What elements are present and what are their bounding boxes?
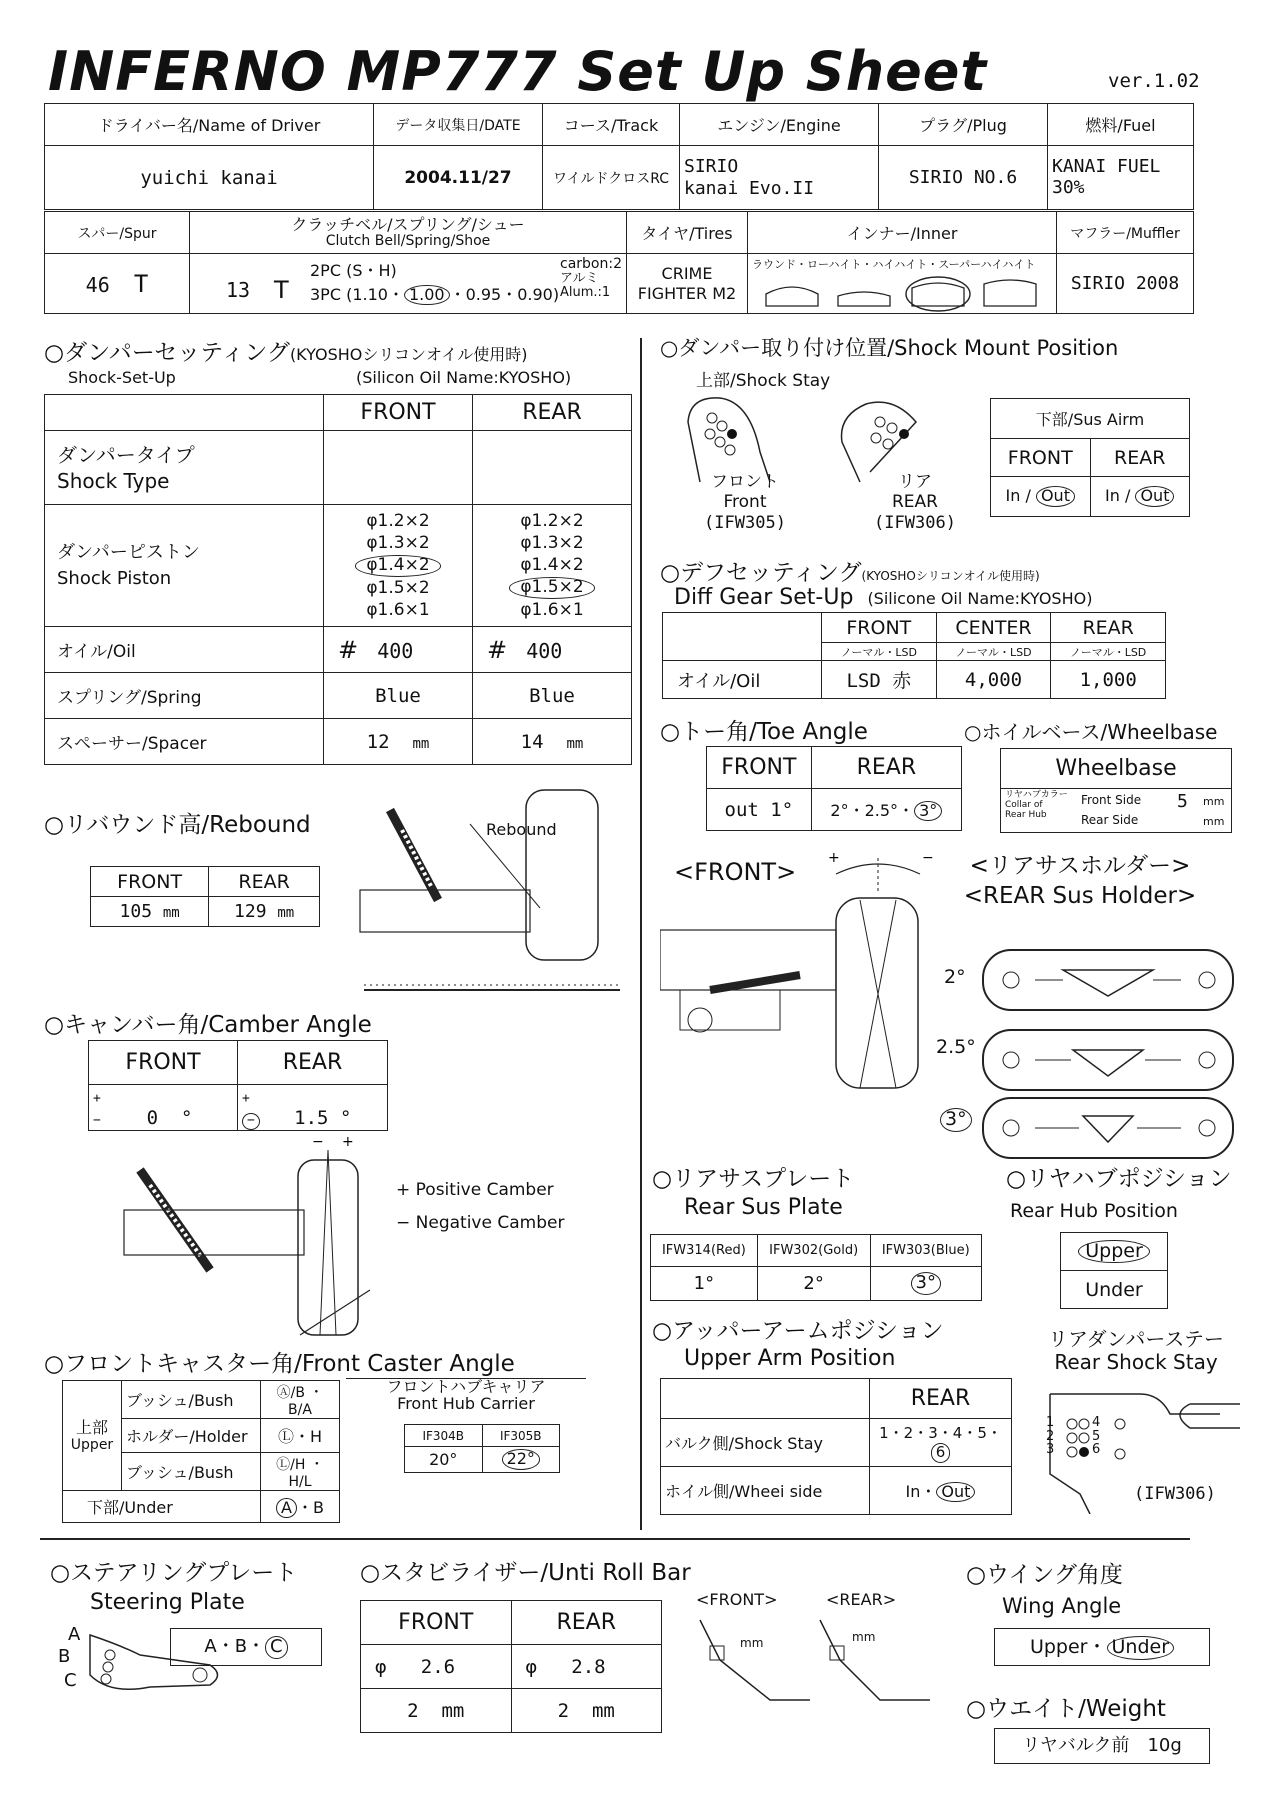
sus-plate-sub: Rear Sus Plate <box>684 1195 843 1220</box>
steering-box: A・B・ C <box>170 1628 322 1666</box>
camber-table: FRONT REAR + − 0 ° + − 1.5 ° <box>88 1040 388 1131</box>
stab-heading: ○スタビライザー/Unti Roll Bar <box>360 1560 691 1586</box>
weight-box: リヤバルク前 10g <box>994 1728 1210 1764</box>
mount-front: フロント Front (IFW305) <box>704 472 786 533</box>
steer-b: B <box>58 1646 71 1667</box>
shock-sub-1: Shock-Set-Up <box>68 368 176 387</box>
sus-plate-table: IFW314(Red) IFW302(Gold) IFW303(Blue) 1° 2° 3° <box>650 1234 982 1301</box>
weight-heading: ○ウエイト/Weight <box>966 1696 1166 1722</box>
stab-table: FRONT REAR φ 2.6 φ 2.8 2 mm 2 mm <box>360 1600 662 1733</box>
engine-value: SIRIO kanai Evo.II <box>680 146 879 210</box>
spur-label: スパー/Spur <box>45 212 190 254</box>
center-divider <box>640 338 642 1530</box>
muffler-value: SIRIO 2008 <box>1057 254 1194 314</box>
date-value: 2004.11/27 <box>374 146 543 210</box>
steering-heading: ○ステアリングプレート <box>50 1560 298 1586</box>
spur-value: 46 T <box>45 254 190 314</box>
header-table <box>44 103 1194 210</box>
wing-heading: ○ウイング角度 <box>966 1562 1123 1588</box>
hub-pos-sub: Rear Hub Position <box>1010 1200 1178 1222</box>
mount-heading: ○ダンパー取り付け位置/Shock Mount Position <box>660 336 1119 360</box>
rear-pistons: φ1.2×2 φ1.3×2 φ1.4×2 φ1.5×2 φ1.6×1 <box>473 505 632 627</box>
toe-heading: ○トー角/Toe Angle <box>660 719 868 745</box>
toe-table: FRONT REAR out 1° 2°・2.5°・ 3° <box>706 746 962 831</box>
clutch-value: 13 T 2PC (S・H) 3PC (1.10・ 1.00 ・0.95・0.90) carbon:2 アルミ Alum.:1 <box>190 254 627 314</box>
sus-arm-table: 下部/Sus Airm FRONT REAR In / Out In / Out <box>990 398 1190 517</box>
rear-stay-heading: リアダンパーステー Rear Shock Stay <box>1048 1327 1224 1374</box>
tires-label: タイヤ/Tires <box>627 212 748 254</box>
date-label: データ収集日/DATE <box>374 104 543 146</box>
rear-sus-holder-diagram <box>975 940 1245 1160</box>
holder-3: 3° <box>940 1108 972 1132</box>
inner-value: ラウンド・ローハイト・ハイハイト・スーパーハイハイト <box>748 254 1057 314</box>
front-diagram-label: <FRONT> <box>674 858 797 886</box>
steer-a: A <box>68 1624 81 1645</box>
camber-diagram <box>120 1130 380 1340</box>
sheet-title: INFERNO MP777 Set Up Sheet <box>48 40 988 103</box>
stab-d-rear: <REAR> <box>826 1590 897 1609</box>
steering-sub: Steering Plate <box>90 1590 245 1615</box>
holder-2: 2° <box>944 966 966 988</box>
inner-shapes <box>752 274 1042 312</box>
caster-heading: ○フロントキャスター角/Front Caster Angle <box>44 1351 515 1377</box>
camber-neg: − Negative Camber <box>396 1213 565 1233</box>
hub-pos-table: Upper Under <box>1060 1232 1168 1309</box>
upper-arm-sub: Upper Arm Position <box>684 1346 896 1371</box>
svg-text:+: + <box>828 850 840 866</box>
stab-d-rear-mm: mm <box>852 1630 876 1644</box>
holder-25: 2.5° <box>936 1036 976 1058</box>
stab-d-front: <FRONT> <box>696 1590 778 1609</box>
mount-stay: 上部/Shock Stay <box>696 371 831 391</box>
steer-c: C <box>64 1670 77 1691</box>
front-toe-diagram <box>660 850 940 1095</box>
fuel-label: 燃料/Fuel <box>1048 104 1194 146</box>
fuel-value: KANAI FUEL 30% <box>1048 146 1194 210</box>
camber-heading: ○キャンバー角/Camber Angle <box>44 1012 372 1038</box>
upper-arm-table: REAR バルク側/Shock Stay 1・2・3・4・5・6 ホイル側/Wheei side In・ Out <box>660 1378 1012 1515</box>
plug-value: SIRIO NO.6 <box>879 146 1048 210</box>
rebound-heading: ○リバウンド高/Rebound <box>44 812 311 838</box>
svg-text:−: − <box>312 1134 324 1150</box>
camber-pos: + Positive Camber <box>396 1180 554 1200</box>
driver-label: ドライバー名/Name of Driver <box>45 104 374 146</box>
stab-diagram <box>680 1610 950 1710</box>
diff-sub: Diff Gear Set-Up (Silicone Oil Name:KYOSHO) <box>674 585 1093 610</box>
tires-value: CRIME FIGHTER M2 <box>627 254 748 314</box>
shock-sub-2: (Silicon Oil Name:KYOSHO) <box>356 368 572 387</box>
stab-d-front-mm: mm <box>740 1636 764 1650</box>
hub-carrier-label: フロントハブキャリア Front Hub Carrier <box>346 1378 586 1413</box>
mount-rear: リア REAR (IFW306) <box>874 472 956 533</box>
diff-heading: ○デフセッティング(KYOSHOシリコンオイル使用時) <box>660 560 1040 586</box>
stay-right-nums: 4 5 6 <box>1092 1415 1101 1458</box>
wheelbase-heading: ○ホイルベース/Wheelbase <box>964 720 1218 744</box>
track-value: ワイルドクロスRC <box>543 146 680 210</box>
svg-text:+: + <box>342 1134 354 1150</box>
header-table-2 <box>44 211 1194 314</box>
stay-left-nums: 1 2 3 <box>1046 1415 1055 1458</box>
wheelbase-table: Wheelbase リヤハブカラー Collar of Rear Hub Front Side Rear Side 5 mm mm <box>1000 748 1232 833</box>
rebound-diagram-label: Rebound <box>486 820 557 839</box>
version: ver.1.02 <box>1108 70 1200 92</box>
stay-code: (IFW306) <box>1134 1484 1216 1504</box>
diff-table: FRONT CENTER REAR ノーマル・LSD ノーマル・LSD ノーマル・LSD オイル/Oil LSD 赤 4,000 1,000 <box>662 612 1166 699</box>
sus-plate-heading: ○リアサスプレート <box>652 1166 855 1192</box>
shock-table: FRONT REAR ダンパータイプ Shock Type ダンパーピストン Shock Piston φ1.2×2 φ1.3×2 φ1.4×2 φ1.5×2 φ1.6×1 φ1.2×2 φ1.3×2 φ1.4×2 φ1.5×2 φ1.6×1 オイル/Oil # 400 # 400 スプリング/Spring Blue Blue スペーサー/Spacer 12 mm 14 mm <box>44 394 632 765</box>
clutch-label: クラッチベル/スプリング/シュー Clutch Bell/Spring/Shoe <box>190 212 627 254</box>
rebound-table: FRONT REAR 105 mm 129 mm <box>90 866 320 927</box>
inner-label: インナー/Inner <box>748 212 1057 254</box>
rebound-diagram <box>350 780 630 995</box>
plug-label: プラグ/Plug <box>879 104 1048 146</box>
wing-box: Upper・ Under <box>994 1628 1210 1666</box>
upper-arm-heading: ○アッパーアームポジション <box>652 1318 944 1344</box>
driver-value: yuichi kanai <box>45 146 374 210</box>
engine-label: エンジン/Engine <box>680 104 879 146</box>
hub-table: IF304B IF305B 20° 22° <box>404 1424 560 1473</box>
wing-sub: Wing Angle <box>1002 1594 1122 1618</box>
muffler-label: マフラー/Muffler <box>1057 212 1194 254</box>
caster-table: 上部 Upper ブッシュ/Bush Ⓐ/B ・ B/A ホルダー/Holder Ⓛ・H ブッシュ/Bush Ⓛ/H ・ H/L 下部/Under A ・B <box>62 1380 340 1523</box>
front-pistons: φ1.2×2 φ1.3×2 φ1.4×2 φ1.5×2 φ1.6×1 <box>324 505 473 627</box>
clutch-selected: 1.00 <box>404 285 450 305</box>
svg-text:−: − <box>922 850 934 866</box>
bottom-divider <box>40 1538 1190 1540</box>
shock-heading: ○ダンパーセッティング(KYOSHOシリコンオイル使用時) <box>44 340 528 366</box>
rear-sus-holder-heading: <リアサスホルダー> <REAR Sus Holder> <box>963 853 1197 909</box>
hub-pos-heading: ○リヤハブポジション <box>1006 1166 1232 1192</box>
track-label: コース/Track <box>543 104 680 146</box>
